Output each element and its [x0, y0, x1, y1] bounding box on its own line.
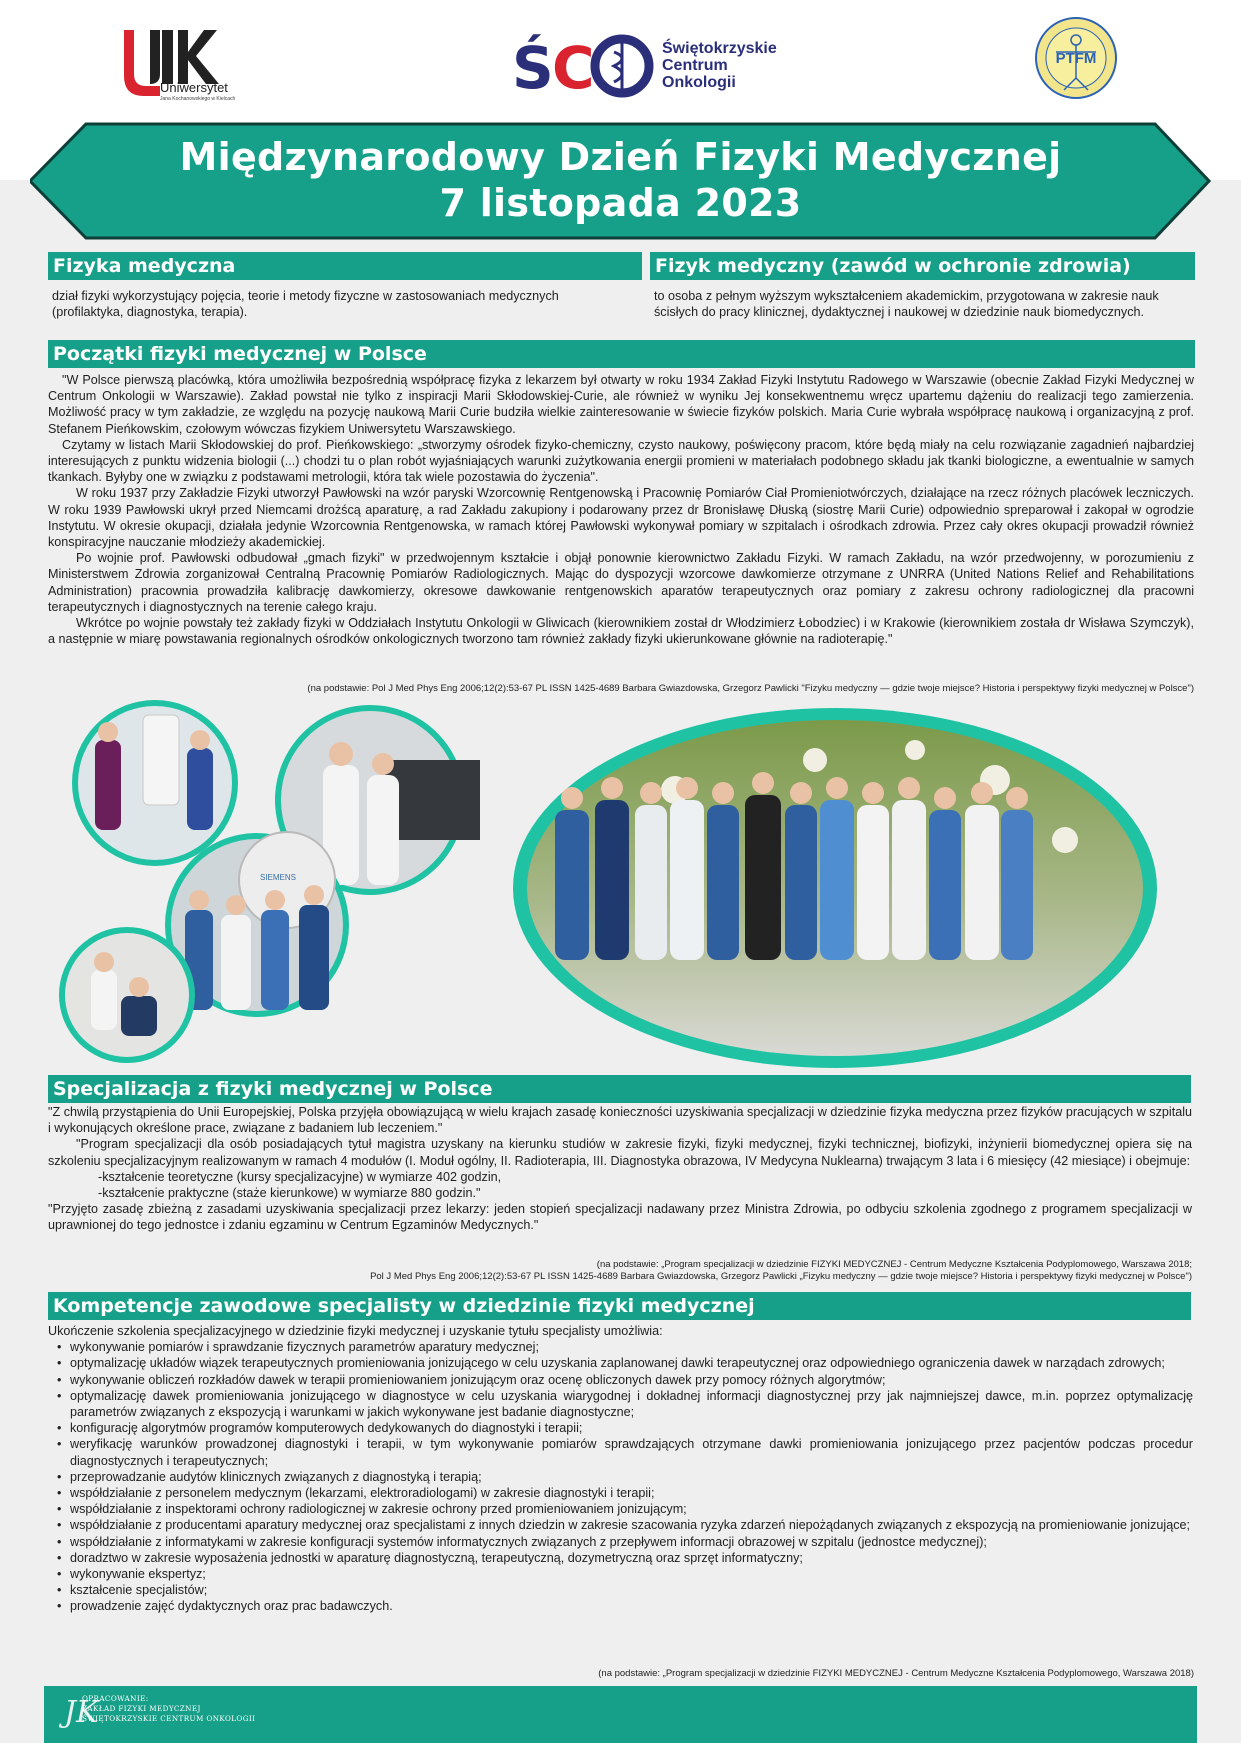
specialization-paragraph-3: "Przyjęto zasadę zbieżną z zasadami uzyskiwania specjalizacji przez lekarzy: jeden stopień specjalizacji nadawany przez Ministra Zdrowia, po odbyciu szkolenia zgodnego z programem specjalizacji w uprawnionej do tego jednostce i zdaniu egzaminu w Centrum Egzaminów Medycznych." — [48, 1202, 1192, 1233]
competency-item: • współdziałanie z informatykami w zakresie konfiguracji systemów informatycznych związanych z przepływem informacji obrazowej w szpitalu (jednostce medycznej); — [48, 1534, 1193, 1550]
group-photo — [513, 708, 1157, 1068]
svg-text:Ś: Ś — [512, 34, 554, 98]
history-paragraph-1: "W Polsce pierwszą placówką, która umożliwiła bezpośrednią współpracę fizyka z lekarzem był otwarty w roku 1934 Zakład Fizyki Instytutu Radowego w Warszawie (obecnie Zakład Fizyki Medycznej w Centrum Onkologii w Warszawie). Zakład powstał nie tylko z inspiracji Marii Skłodowskiej-Curie, ale również w wyniku Jej konsekwentnemu wręcz upartemu dążeniu do realizacji tego zamierzenia. Możliwość pracy w tym zakładzie, ze względu na pozycję naukową Marii Curie budziła wielkie zainteresowanie w świecie fizyków polskich. Maria Curie wybrała współpracę naukową i organizacyjną z prof. Stefanem Pieńkowskim, czołowym wówczas fizykiem Uniwersytetu Warszawskiego. — [48, 373, 1194, 436]
sco-logo-mark — [510, 28, 660, 98]
title-line-2: 7 listopada 2023 — [439, 181, 802, 225]
specialization-source-1: (na podstawie: „Program specjalizacji w dziedzinie FIZYKI MEDYCZNEJ - Centrum Medyczne Kształcenia Podyplomowego, Warszawa 2018; — [596, 1259, 1192, 1270]
photo-collage — [55, 700, 1185, 1075]
competency-item: • wykonywanie ekspertyz; — [48, 1566, 1193, 1582]
specialization-title: Specjalizacja z fizyki medycznej w Polsce — [48, 1075, 1191, 1103]
siemens-label: SIEMENS — [260, 873, 297, 882]
ptfm-text: PTFM — [1055, 50, 1097, 67]
competency-item: • prowadzenie zajęć dydaktycznych oraz prac badawczych. — [48, 1598, 1193, 1614]
specialization-sub-2: -kształcenie praktyczne (staże kierunkowe) w wymiarze 880 godzin." — [98, 1186, 481, 1201]
def-right-title: Fizyk medyczny (zawód w ochronie zdrowia) — [650, 252, 1195, 280]
sco-name-line3: Onkologii — [662, 74, 736, 91]
competencies-body — [48, 1323, 1193, 1615]
specialization-sub-1: -kształcenie teoretyczne (kursy specjalizacyjne) w wymiarze 402 godzin, — [98, 1169, 502, 1184]
competency-item: • wykonywanie obliczeń rozkładów dawek w terapii promieniowaniem jonizującym oraz ocenę obliczonych dawek przy pomocy różnych algorytmów; — [48, 1372, 1193, 1388]
competency-item: • konfigurację algorytmów programów komputerowych dedykowanych do diagnostyki i terapii; — [48, 1420, 1193, 1436]
competency-item: • współdziałanie z inspektorami ochrony radiologicznej w zakresie ochrony przed promieniowaniem jonizującym; — [48, 1501, 1193, 1517]
ujk-subname: Jana Kochanowskiego w Kielcach — [160, 96, 236, 102]
title-line-1: Międzynarodowy Dzień Fizyki Medycznej — [179, 135, 1062, 179]
specialization-paragraph-1: "Z chwilą przystąpienia do Unii Europejskiej, Polska przyjęła obowiązującą w wielu krajach zasadę konieczności uzyskiwania specjalizacji w dziedzinie fizyka medyczna przez fizyków pracujących w szpitalu i wykonujących określone prace, związane z badaniem lub leczeniem." — [48, 1105, 1192, 1136]
history-source: (na podstawie: Pol J Med Phys Eng 2006;12(2):53-67 PL ISSN 1425-4689 Barbara Gwiazdowska, Grzegorz Pawlicki "Fizyku medyczny — gdzie twoje miejsce? Historia i perspektywy fizyki medycznej w Polsce") — [307, 683, 1194, 694]
history-paragraph-2: Czytamy w listach Marii Skłodowskiej do prof. Pieńkowskiego: „stworzymy ośrodek fizyko-chemiczny, czysto naukowy, poświęcony pracom, które będą miały na celu rozwiązanie zagadnień najbardziej interesujących z punktu widzenia biologii (...) chodzi tu o plan robót wyjaśniających warunki zużytkowania energii promieni w materiałach podobnego składu jak tkanki biologiczne, a ewentualnie w samych tkankach. Byłyby one w związku z podstawami metrologii, która tak wiele pozostawia do życzenia". — [48, 437, 1194, 485]
def-right-text: to osoba z pełnym wyższym wykształceniem akademickim, przygotowana w zakresie nauk ścisłych do pracy klinicznej, dydaktycznej i naukowej w dziedzinie nauk biomedycznych. — [654, 289, 1159, 320]
competencies-source: (na podstawie: „Program specjalizacji w dziedzinie FIZYKI MEDYCZNEJ - Centrum Medyczne Kształcenia Podyplomowego, Warszawa 2018) — [598, 1668, 1194, 1679]
sco-name — [662, 40, 777, 91]
competency-item: • optymalizację układów wiązek terapeutycznych promieniowania jonizującego w celu uzyskania zaplanowanej dawki terapeutycznej oraz odpowiedniego ograniczenia dawek w narządach zdrowych; — [48, 1355, 1193, 1371]
sco-name-line1: Świętokrzyskie — [662, 40, 777, 57]
def-left-text: dział fizyki wykorzystujący pojęcia, teorie i metody fizyczne w zastosowaniach medycznych (profilaktyka, diagnostyka, terapia). — [52, 289, 559, 320]
ujk-name: Uniwersytet — [160, 80, 228, 95]
competencies-intro: Ukończenie szkolenia specjalizacyjnego w dziedzinie fizyki medycznej i uzyskanie tytułu specjalisty umożliwia: — [48, 1324, 663, 1338]
ujk-logo — [120, 30, 250, 110]
footer-credits — [82, 1694, 255, 1724]
competency-item: • weryfikację warunków prowadzonej diagnostyki i terapii, w tym wykonywanie pomiarów sprawdzających otrzymane dawki promieniowania jonizującego przez pacjentów podczas procedur diagnostycznych i terapeutycznych; — [48, 1436, 1193, 1468]
specialization-body — [48, 1104, 1192, 1234]
sco-logo — [510, 28, 810, 98]
competency-item: • doradztwo w zakresie wyposażenia jednostki w aparaturę diagnostyczną, terapeutyczną, dozymetryczną oraz sprzęt informatyczny; — [48, 1550, 1193, 1566]
def-left-title: Fizyka medyczna — [48, 252, 642, 280]
photo-mammography — [72, 700, 238, 866]
photo-consultation — [59, 927, 195, 1063]
specialization-source-2: Pol J Med Phys Eng 2006;12(2):53-67 PL ISSN 1425-4689 Barbara Gwiazdowska, Grzegorz Pawlicki „Fizyku medyczny — gdzie twoje miejsce? Historia i perspektywy fizyki medycznej w Polsce") — [370, 1271, 1192, 1282]
svg-text:C: C — [552, 34, 595, 98]
competency-item: • przeprowadzanie audytów klinicznych związanych z diagnostyką i terapią; — [48, 1469, 1193, 1485]
history-paragraph-3: W roku 1937 przy Zakładzie Fizyki utworzył Pawłowski na wzór paryski Wzorcownię Rentgenowską i Pracownię Pomiarów Ciał Promieniotwórczych, działające na rzecz różnych placówek leczniczych. W roku 1939 Pawłowski ukrył przed Niemcami drożścą aparaturę, a rad Zakładu zakupiony i podarowany przez dr Bronisławę Dłuską (siostrę Marii Curie) odpowiednio spreparował i zakopał w ogrodzie Instytutu. W okresie okupacji, działała jedynie Wzorcownia Rentgenowska, w ramach której Pawłowski wykonywał pomiary w szpitalach i ośrodkach zdrowia. Przez cały okres okupacji prowadził również konspiracyjne nauczanie młodzieży akademickiej. — [48, 486, 1194, 550]
ptfm-logo — [1034, 16, 1118, 100]
history-paragraph-5: Wkrótce po wojnie powstały też zakłady fizyki w Oddziałach Instytutu Onkologii w Gliwicach (kierownikiem został dr Włodzimierz Łobodziec) i w Krakowie (kierownikiem została dr Wisława Szymczyk), a następnie w miarę powstawania regionalnych ośrodków onkologicznych tworzono tam również zakłady fizyki ukierunkowane głównie na radioterapię." — [48, 616, 1194, 647]
competency-item: • wykonywanie pomiarów i sprawdzanie fizycznych parametrów aparatury medycznej; — [48, 1339, 1193, 1355]
specialization-paragraph-2: "Program specjalizacji dla osób posiadających tytuł magistra uzyskany na kierunku studiów w zakresie fizyki, fizyki medycznej, fizyki technicznej, biofizyki, inżynierii biomedycznej opiera się na szkoleniu specjalizacyjnym realizowanym w ramach 4 modułów (I. Moduł ogólny, II. Radioterapia, III. Diagnostyka obrazowa, IV Medycyna Nuklearna) trwającym 3 lata i 6 miesięcy (42 miesiące) i obejmuje: — [48, 1137, 1192, 1168]
history-body — [48, 372, 1194, 647]
page-title — [0, 134, 1241, 226]
competency-item: • kształcenie specjalistów; — [48, 1582, 1193, 1598]
competency-item: • optymalizację dawek promieniowania jonizującego w diagnostyce w celu uzyskania wiarygodnej i dokładnej informacji diagnostycznej przy jak najmniejszej dawce, m.in. poprzez optymalizację parametrów związanych z ekspozycją i warunkami w jakich wykonywane jest badanie diagnostyczne; — [48, 1388, 1193, 1420]
specialization-source — [48, 1259, 1192, 1283]
competency-item: • współdziałanie z personelem medycznym (lekarzami, elektroradiologami) w zakresie diagnostyki i terapii; — [48, 1485, 1193, 1501]
svg-text:JK: JK — [64, 1695, 99, 1730]
footer-line-2: ŚWIĘTOKRZYSKIE CENTRUM ONKOLOGII — [82, 1714, 256, 1723]
history-paragraph-4: Po wojnie prof. Pawłowski odbudował „gmach fizyki" w przedwojennym kształcie i objął ponownie kierownictwo Zakładu Fizyki. W ramach Zakładu, na wzór przedwojenny, w porozumieniu z Ministerstwem Zdrowia zorganizował Centralną Pracownię Pomiarów Radiologicznych. Mając do dyspozycji wzorcowe dawkomierze otrzymane z UNRRA (United Nations Relief and Rehabilitations Administration) pracownia prowadziła kalibrację dawkomierzy, okresowe dawkowanie rentgenowskich aparatów terapeutycznych oraz pomiary z zakresu ochrony radiologicznej dla pracowni terapeutycznych i diagnostycznych na terenie całego kraju. — [48, 551, 1194, 614]
sco-name-line2: Centrum — [662, 57, 728, 74]
footer-label: OPRACOWANIE: — [82, 1694, 149, 1703]
competency-item: • współdziałanie z producentami aparatury medycznej oraz specjalistami z innych dziedzin w zakresie szacowania ryzyka zdarzeń niepożądanych związanych z ekspozycją na promieniowanie jonizujące; — [48, 1517, 1193, 1533]
competencies-list — [48, 1339, 1193, 1614]
competencies-title: Kompetencje zawodowe specjalisty w dziedzinie fizyki medycznej — [48, 1292, 1191, 1320]
footer-line-1: ZAKŁAD FIZYKI MEDYCZNEJ — [82, 1704, 201, 1713]
history-title: Początki fizyki medycznej w Polsce — [48, 340, 1195, 368]
